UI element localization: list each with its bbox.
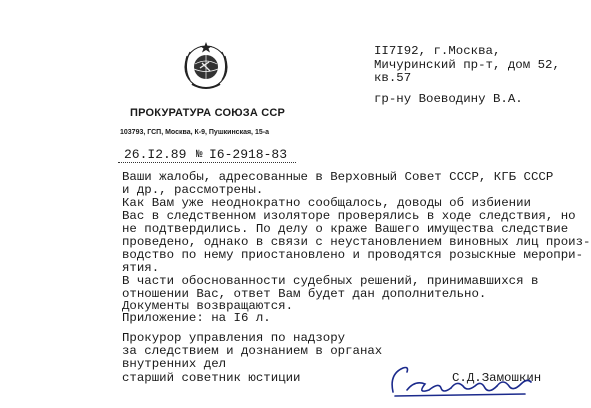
body-line: и др., рассмотрены. xyxy=(122,183,264,197)
body-line: Вас в следственном изоляторе проверялись в ходе следствия, но xyxy=(122,209,576,223)
organization-name: ПРОКУРАТУРА СОЮЗА ССР xyxy=(130,107,286,119)
signatory-title-line-2: за следствием и дознанием в органах xyxy=(122,344,383,358)
attachment-line: Приложение: на I6 л. xyxy=(122,311,271,325)
document-date: 26.I2.89 xyxy=(124,147,187,162)
body-line: водство по нему приостановлено и проводятся розыскные меропри- xyxy=(122,248,584,262)
body-line: ятия. xyxy=(122,261,160,275)
body-line: не подтвердились. По делу о краже Вашего имущества следствие xyxy=(122,222,569,236)
handwritten-signature xyxy=(385,360,535,400)
recipient-address-line-2: Мичуринский пр-т, дом 52, xyxy=(374,58,560,72)
ussr-emblem-icon xyxy=(178,40,234,96)
body-line: Документы возвращаются. xyxy=(122,299,294,313)
signatory-title-line-3: внутренних дел xyxy=(122,357,227,371)
recipient-address-line-1: II7I92, г.Москва, xyxy=(374,44,501,58)
body-line: Как Вам уже неоднократно сообщалось, доводы об избиении xyxy=(122,196,531,210)
signatory-rank: старший советник юстиции xyxy=(122,371,301,385)
number-sign: № xyxy=(196,149,203,161)
document-number: I6-2918-83 xyxy=(209,147,288,162)
body-line: проведено, однако в связи с неустановлением виновных лиц произ- xyxy=(122,235,591,249)
recipient-name: гр-ну Воеводину В.А. xyxy=(374,92,523,106)
organization-address: 103793, ГСП, Москва, К-9, Пушкинская, 15-а xyxy=(120,129,269,136)
signatory-name: С.Д.Замошкин xyxy=(452,371,542,385)
signatory-title-line-1: Прокурор управления по надзору xyxy=(122,331,346,345)
recipient-address-line-3: кв.57 xyxy=(374,71,412,85)
body-line: В части обоснованности судебных решений, принимавшихся в xyxy=(122,274,539,288)
body-line: отношении Вас, ответ Вам будет дан дополнительно. xyxy=(122,287,487,301)
body-line: Ваши жалобы, адресованные в Верховный Совет СССР, КГБ СССР xyxy=(122,170,554,184)
